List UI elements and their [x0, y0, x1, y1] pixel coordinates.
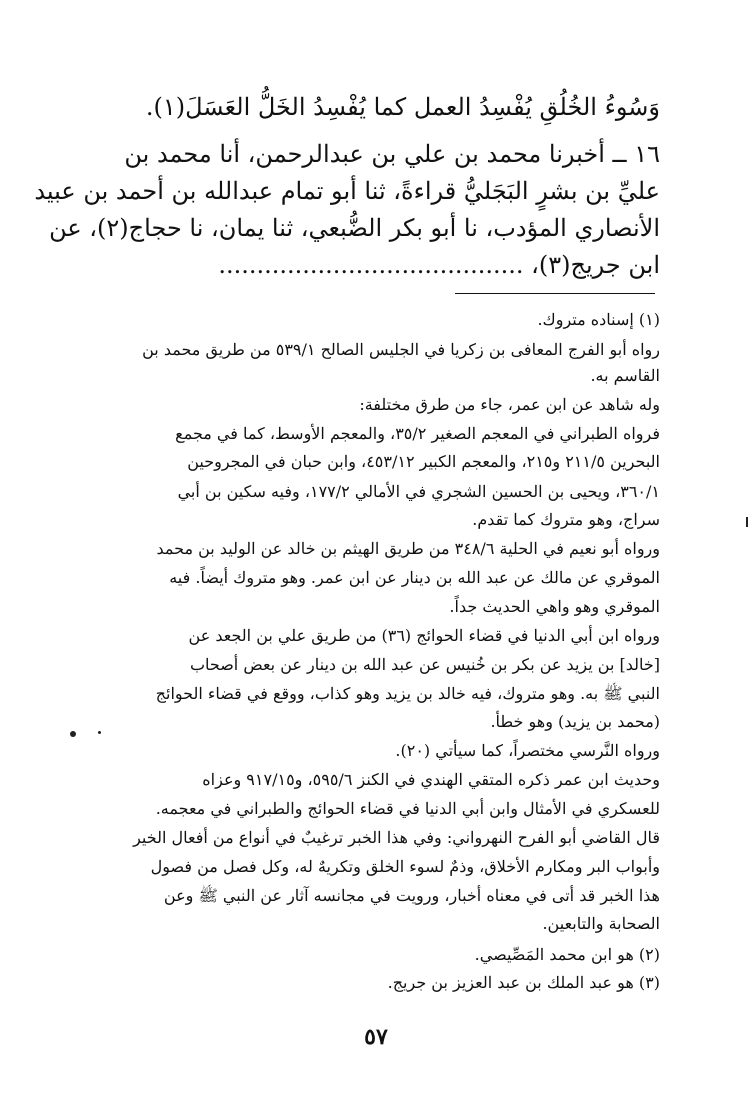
footnote-line: وحديث ابن عمر ذكره المتقي الهندي في الكنز ٥٩٥/٦، و٩١٧/١٥ وعزاه	[202, 770, 660, 789]
footnote-line: قال القاضي أبو الفرح النهرواني: وفي هذا الخبر ترغيبٌ في أنواع من أفعال الخير	[133, 828, 660, 847]
main-text-line-3: عليِّ بن بشرٍ البَجَليُّ قراءةً، ثنا أبو تمام عبدالله بن أحمد بن عبيد	[34, 177, 660, 205]
footnote-line: وأبواب البر ومكارم الأخلاق، وذمٌ لسوء الخلق وتكريهٌ له، وكل فصل من فصول	[150, 857, 660, 876]
footnote-line: هذا الخبر قد أتى في معناه أخبار، ورويت في مجانسه آثار عن النبي ﷺ وعن	[163, 886, 660, 905]
footnote-line: (محمد بن يزيد) وهو خطأ.	[490, 712, 660, 731]
footnote-line: (٢) هو ابن محمد المَصِّيصي.	[474, 945, 660, 964]
footnote-line: الموقري وهو واهي الحديث جداً.	[449, 597, 660, 616]
footnote-separator	[455, 293, 655, 294]
footnote-line: الموقري عن مالك عن عبد الله بن دينار عن ابن عمر. وهو متروك أيضاً. فيه	[169, 568, 660, 587]
main-text-line-1: وَسُوءُ الخُلُقِ يُفْسِدُ العمل كما يُفْسِدُ الخَلُّ العَسَلَ(١).	[145, 93, 660, 121]
footnote-line: ٣٦٠/١، ويحيى بن الحسين الشجري في الأمالي ١٧٧/٢، وفيه سكين بن أبي	[177, 482, 660, 501]
page-number: ٥٧	[364, 1024, 388, 1050]
margin-dot-small	[98, 731, 101, 734]
footnote-line: وله شاهد عن ابن عمر، جاء من طرق مختلفة:	[359, 395, 660, 414]
main-text-line-5: ابن جريج(٣)، ........................................	[218, 251, 660, 279]
footnote-line: [خالد] بن يزيد عن بكر بن خُنيس عن عبد الله بن دينار عن بعض أصحاب	[189, 655, 660, 674]
footnote-line: (١) إسناده متروك.	[537, 310, 660, 329]
footnote-line: فرواه الطبراني في المعجم الصغير ٣٥/٢، والمعجم الأوسط، كما في مجمع	[175, 424, 660, 443]
footnote-line: سراج، وهو متروك كما تقدم.	[472, 510, 660, 529]
footnote-line: للعسكري في الأمثال وابن أبي الدنيا في قضاء الحوائج والطبراني في معجمه.	[155, 799, 660, 818]
footnote-line: القاسم به.	[590, 366, 660, 385]
margin-tick-right	[746, 517, 748, 527]
footnote-line: ورواه أبو نعيم في الحلية ٣٤٨/٦ من طريق الهيثم بن خالد عن الوليد بن محمد	[156, 539, 660, 558]
footnote-line: الصحابة والتابعين.	[542, 914, 660, 933]
main-text-line-2: ١٦ ــ أخبرنا محمد بن علي بن عبدالرحمن، أنا محمد بن	[124, 140, 660, 168]
footnote-line: (٣) هو عبد الملك بن عبد العزيز بن جريج.	[387, 973, 660, 992]
footnote-line: ورواه النَّرسي مختصراً، كما سيأتي (٢٠).	[395, 741, 660, 760]
footnote-line: رواه أبو الفرج المعافى بن زكريا في الجليس الصالح ٥٣٩/١ من طريق محمد بن	[142, 340, 660, 359]
footnote-line: النبي ﷺ به. وهو متروك، فيه خالد بن يزيد وهو كذاب، ووقع في قضاء الحوائج	[155, 684, 660, 703]
footnote-line: ورواه ابن أبي الدنيا في قضاء الحوائج (٣٦) من طريق علي بن الجعد عن	[188, 626, 660, 645]
main-text-line-4: الأنصاري المؤدب، نا أبو بكر الضُّبعي، ثنا يمان، نا حجاج(٢)، عن	[49, 214, 660, 242]
footnote-line: البحرين ٢١١/٥ و٢١٥، والمعجم الكبير ٤٥٣/١٢، وابن حبان في المجروحين	[187, 452, 660, 471]
margin-dot-left	[70, 731, 76, 737]
